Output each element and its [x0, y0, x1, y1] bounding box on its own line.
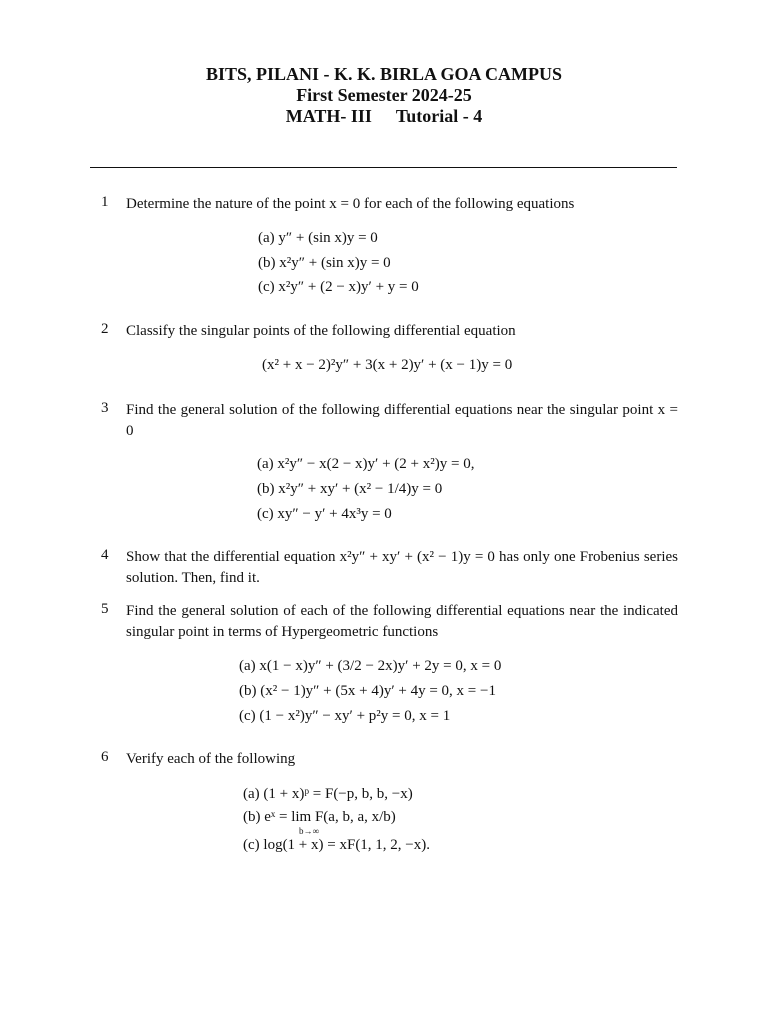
question-number: 1 [101, 194, 109, 210]
header-divider [90, 167, 677, 168]
institution-title: BITS, PILANI - K. K. BIRLA GOA CAMPUS [205, 64, 563, 84]
equation-part: (b) x²y″ + xy′ + (x² − 1/4)y = 0 [257, 481, 443, 497]
question-text: Classify the singular points of the following differential equation [126, 323, 516, 339]
equation-part: (a) x(1 − x)y″ + (3/2 − 2x)y′ + 2y = 0, x = 0 [239, 658, 502, 674]
equation-part: (a) x²y″ − x(2 − x)y′ + (2 + x²)y = 0, [257, 456, 475, 472]
equation-part: (b) x²y″ + (sin x)y = 0 [258, 255, 391, 271]
semester-title: First Semester 2024-25 [296, 85, 472, 105]
equation-part: (a) (1 + x)ᵖ = F(−p, b, b, −x) [243, 786, 413, 802]
question-number: 3 [101, 400, 109, 416]
equation-part: (b) eˣ = lim F(a, b, a, x/b) [243, 809, 396, 825]
tutorial-label: Tutorial - 4 [395, 106, 483, 126]
equation-part: (a) y″ + (sin x)y = 0 [258, 230, 378, 246]
equation-part: (c) log(1 + x) = xF(1, 1, 2, −x). [243, 837, 431, 853]
course-code: MATH- III [285, 106, 372, 126]
question-number: 4 [101, 547, 109, 563]
limit-subscript: b→∞ [299, 826, 319, 836]
equation-part: (b) (x² − 1)y″ + (5x + 4)y′ + 4y = 0, x = −1 [239, 683, 496, 699]
question-text: Find the general solution of each of the following differential equations near the indicated singular point in terms of Hypergeometric functions [126, 603, 678, 640]
course-line [0, 106, 768, 127]
question-text: Find the general solution of the following differential equations near the singular point x = 0 [126, 402, 678, 439]
question-number: 5 [101, 601, 109, 617]
question-number: 2 [101, 321, 109, 337]
question-text: Determine the nature of the point x = 0 for each of the following equations [126, 196, 575, 212]
equation-part: (c) (1 − x²)y″ − xy′ + p²y = 0, x = 1 [239, 708, 451, 724]
question-number: 6 [101, 749, 109, 765]
question-text: Verify each of the following [126, 751, 296, 767]
equation-part: (c) x²y″ + (2 − x)y′ + y = 0 [258, 279, 419, 295]
question-text: Show that the differential equation x²y″ + xy′ + (x² − 1)y = 0 has only one Frobenius series solution. Then, find it. [126, 549, 678, 586]
equation-part: (c) xy″ − y′ + 4x³y = 0 [257, 506, 392, 522]
equation-part: (x² + x − 2)²y″ + 3(x + 2)y′ + (x − 1)y = 0 [262, 357, 513, 373]
document-header [0, 64, 768, 127]
